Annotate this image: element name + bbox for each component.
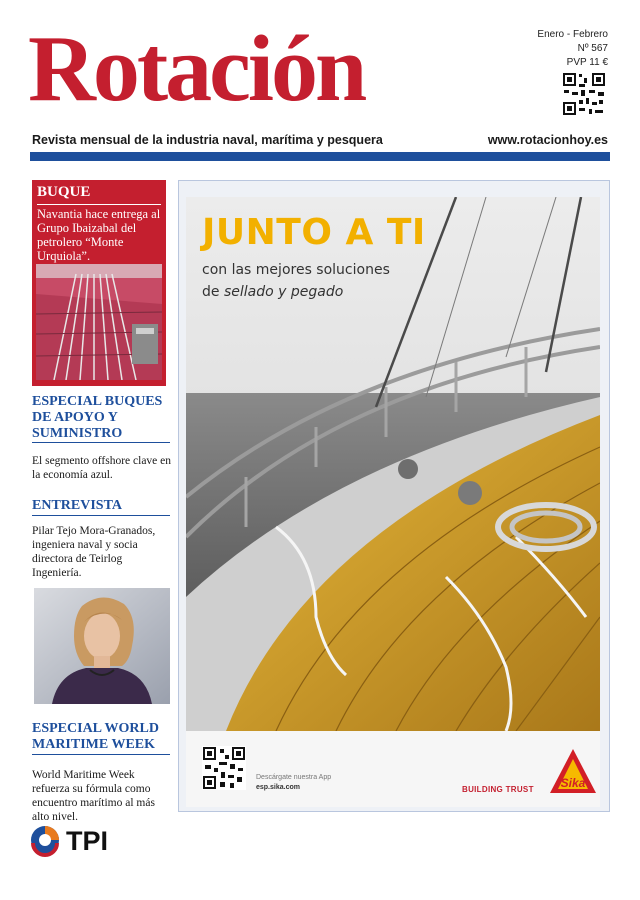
header-divider bbox=[30, 152, 610, 161]
entrevista-text: Pilar Tejo Mora-Granados, ingeniera naval y socia directora de Teirlog Ingeniería. bbox=[32, 525, 156, 579]
issue-date: Enero - Febrero bbox=[537, 29, 608, 40]
entrevista-heading[interactable]: ENTREVISTA bbox=[32, 498, 122, 513]
interviewee-portrait bbox=[34, 588, 170, 704]
especial-buques-text: El segmento offshore clave en la economía azul. bbox=[32, 455, 172, 481]
sika-logo-text: Sika bbox=[560, 776, 586, 790]
buque-tag: BUQUE bbox=[37, 184, 91, 200]
app-qr-code-icon[interactable] bbox=[202, 746, 246, 790]
buque-text: Navantia hace entrega al Grupo Ibaizabal del petrolero “Monte Urquiola”. bbox=[37, 207, 161, 263]
especial-world-heading[interactable]: ESPECIAL WORLD MARITIME WEEK bbox=[32, 721, 159, 752]
issue-number: Nº 567 bbox=[577, 43, 608, 54]
buque-divider bbox=[37, 204, 161, 205]
tpi-logo bbox=[30, 823, 120, 857]
app-url-link[interactable]: esp.sika.com bbox=[256, 784, 300, 791]
ad-subheadline-2-prefix: de bbox=[202, 284, 224, 300]
building-trust-slogan: BUILDING TRUST bbox=[462, 785, 534, 794]
especial-buques-rule bbox=[32, 442, 170, 443]
buque-feature-box[interactable] bbox=[32, 180, 166, 386]
website-link[interactable]: www.rotacionhoy.es bbox=[487, 133, 608, 147]
qr-code-icon[interactable] bbox=[562, 72, 606, 116]
app-download-text: Descárgate nuestra App bbox=[256, 774, 332, 781]
entrevista-rule bbox=[32, 515, 170, 516]
ad-subheadline-2 bbox=[202, 284, 343, 300]
ad-footer bbox=[186, 731, 600, 807]
especial-buques-heading[interactable]: ESPECIAL BUQUES DE APOYO Y SUMINISTRO bbox=[32, 394, 163, 441]
magazine-tagline: Revista mensual de la industria naval, marítima y pesquera bbox=[32, 133, 383, 147]
ad-subheadline-2-italic: sellado y pegado bbox=[223, 284, 344, 300]
especial-world-text: World Maritime Week refuerza su fórmula como encuentro marítimo al más alto nivel. bbox=[32, 769, 155, 823]
tanker-deck-photo bbox=[36, 264, 162, 380]
especial-world-rule bbox=[32, 754, 170, 755]
issue-info bbox=[537, 28, 608, 70]
tpi-logo-text: TPI bbox=[66, 826, 109, 856]
ad-headline: JUNTO A TI bbox=[202, 212, 426, 253]
magazine-title: Rotación bbox=[28, 17, 365, 121]
ad-subheadline-1: con las mejores soluciones bbox=[202, 262, 390, 278]
issue-price: PVP 11 € bbox=[566, 57, 608, 68]
sika-logo bbox=[548, 747, 598, 797]
